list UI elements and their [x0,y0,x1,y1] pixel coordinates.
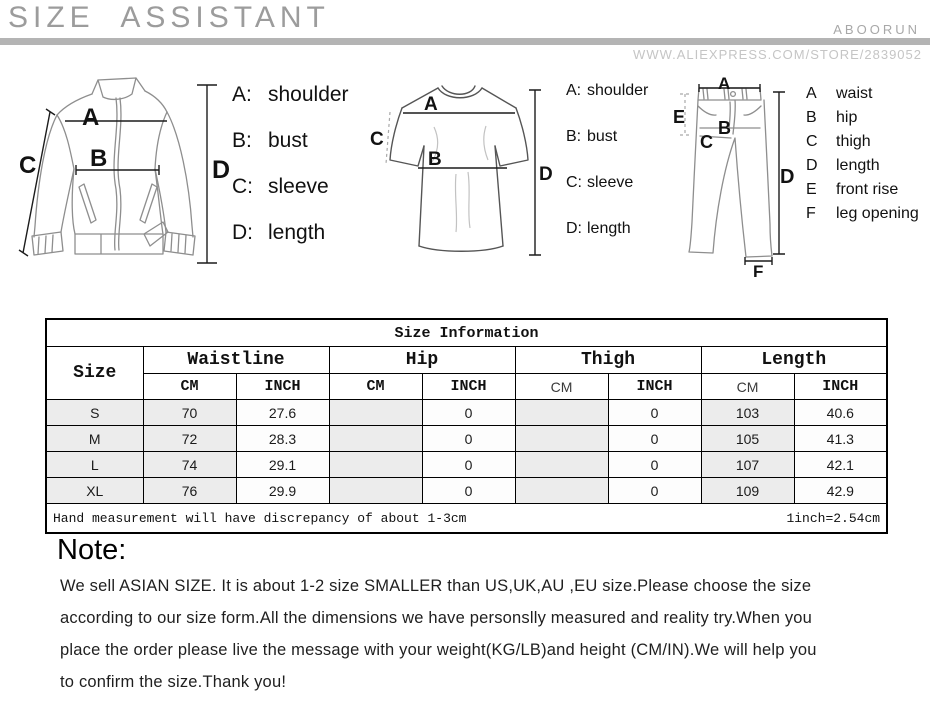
tshirt-legend-item-shoulder [566,82,648,99]
legend-label: hip [836,109,858,126]
tshirt-legend-item-length [566,220,648,237]
unit-header-thigh-cm: CM [515,374,608,400]
pants-legend-item-length [806,157,919,174]
jacket-right-pocket [140,184,157,223]
pants-button [731,92,736,97]
note-line: to confirm the size.Thank you! [60,673,287,691]
legend-key: A: [566,82,582,99]
legend-label: leg opening [836,205,919,222]
footnote-discrepancy: Hand measurement will have discrepancy of about 1-3cm [53,510,467,526]
table-footnote [47,511,886,526]
waist-cm-cell: 76 [143,478,236,504]
column-group-length: Length [701,347,887,374]
jacket-legend-item-shoulder [232,84,349,106]
legend-label: sleeve [587,174,634,191]
pants-legend-item-hip [806,109,919,126]
pants-label-d: D [780,166,795,188]
jacket-left-cuff [32,232,63,255]
jacket-label-b: B [90,145,108,172]
table-row-s [46,400,887,426]
note-title: Note: [57,534,127,566]
length-cm-cell: 105 [701,426,794,452]
thigh-inch-cell: 0 [608,426,701,452]
tshirt-legend-item-bust [566,128,648,145]
unit-header-hip-cm: CM [329,374,422,400]
length-inch-cell: 42.9 [794,478,887,504]
jacket-left-pocket [79,184,96,223]
length-inch-cell: 42.1 [794,452,887,478]
column-group-waistline: Waistline [143,347,329,374]
column-header-size: Size [46,347,143,400]
legend-key: D: [566,220,582,237]
page-title: SIZE ASSISTANT [8,1,330,34]
jacket-right-cuff [164,232,195,255]
waist-cm-cell: 74 [143,452,236,478]
tshirt-sleeves [390,108,528,166]
unit-header-hip-inch: INCH [422,374,515,400]
pants-legend-item-leg-opening [806,205,919,222]
tshirt-sleeve-measure-line [386,112,390,164]
waist-inch-cell: 27.6 [236,400,329,426]
legend-key: C: [232,175,253,198]
pants-illustration [672,72,808,284]
waist-inch-cell: 28.3 [236,426,329,452]
waist-cm-cell: 70 [143,400,236,426]
size-cell: M [46,426,143,452]
legend-key: A: [232,83,252,106]
jacket-legend [232,84,349,244]
jacket-label-d: D [212,156,231,184]
legend-key: F [806,205,816,222]
legend-label: waist [836,85,873,102]
tshirt-illustration [364,72,556,276]
note-line: We sell ASIAN SIZE. It is about 1-2 size SMALLER than US,UK,AU ,EU size.Please choose the size [60,577,812,595]
pants-legend-item-front-rise [806,181,919,198]
header-divider-bar [0,38,930,45]
thigh-inch-cell: 0 [608,400,701,426]
thigh-cm-cell [515,452,608,478]
pants-legend [806,85,919,222]
legend-key: A [806,85,817,102]
legend-label: shoulder [268,83,349,106]
waist-cm-cell: 72 [143,426,236,452]
unit-header-thigh-inch: INCH [608,374,701,400]
column-group-thigh: Thigh [515,347,701,374]
unit-header-waist-inch: INCH [236,374,329,400]
jacket-illustration [6,74,231,270]
tshirt-label-a: A [424,94,438,115]
legend-key: D: [232,221,253,244]
waist-inch-cell: 29.9 [236,478,329,504]
hip-inch-cell: 0 [422,400,515,426]
thigh-cm-cell [515,426,608,452]
size-information-table [45,318,888,534]
length-cm-cell: 103 [701,400,794,426]
legend-label: sleeve [268,175,329,198]
waist-inch-cell: 29.1 [236,452,329,478]
thigh-inch-cell: 0 [608,478,701,504]
table-title: Size Information [46,319,887,347]
legend-label: length [268,221,326,244]
thigh-cm-cell [515,400,608,426]
pants-label-a: A [718,74,731,93]
tshirt-legend-item-sleeve [566,174,648,191]
pants-legend-item-waist [806,85,919,102]
pants-label-e: E [673,107,686,127]
jacket-legend-item-length [232,222,349,244]
legend-key: B: [232,129,252,152]
note-line: according to our size form.All the dimensions we have personslly measured and reality try.When you [60,609,813,627]
thigh-inch-cell: 0 [608,452,701,478]
store-url: WWW.ALIEXPRESS.COM/STORE/2839052 [633,47,922,62]
length-cm-cell: 107 [701,452,794,478]
pants-label-b: B [718,118,731,138]
legend-key: B: [566,128,582,145]
pants-legend-item-thigh [806,133,919,150]
tshirt-label-c: C [370,129,384,150]
hip-inch-cell: 0 [422,426,515,452]
jacket-label-c: C [19,152,37,179]
legend-label: bust [587,128,618,145]
table-row-m [46,426,887,452]
legend-label: length [836,157,880,174]
unit-header-length-inch: INCH [794,374,887,400]
legend-label: shoulder [587,82,649,99]
jacket-legend-item-sleeve [232,176,349,198]
hip-cm-cell [329,400,422,426]
legend-label: front rise [836,181,899,198]
legend-key: E [806,181,817,198]
tshirt-label-d: D [539,164,553,185]
length-inch-cell: 40.6 [794,400,887,426]
unit-header-length-cm: CM [701,374,794,400]
brand-name: ABOORUN [833,22,920,37]
note-text [60,570,900,698]
hip-cm-cell [329,452,422,478]
size-cell: S [46,400,143,426]
jacket-legend-item-bust [232,130,349,152]
hip-cm-cell [329,426,422,452]
unit-header-waist-cm: CM [143,374,236,400]
table-row-xl [46,478,887,504]
legend-label: length [587,220,631,237]
note-line: place the order please live the message with your weight(KG/LB)and height (CM/IN).We will help you [60,641,817,659]
thigh-cm-cell [515,478,608,504]
size-cell: XL [46,478,143,504]
legend-key: C [806,133,818,150]
hip-cm-cell [329,478,422,504]
jacket-label-a: A [82,104,100,131]
length-inch-cell: 41.3 [794,426,887,452]
legend-key: C: [566,174,582,191]
pants-label-c: C [700,132,713,152]
column-group-hip: Hip [329,347,515,374]
legend-label: thigh [836,133,871,150]
legend-key: D [806,157,818,174]
legend-label: bust [268,129,308,152]
footnote-conversion: 1inch=2.54cm [786,510,881,526]
tshirt-label-b: B [428,149,442,170]
legend-key: B [806,109,817,126]
hip-inch-cell: 0 [422,478,515,504]
tshirt-hem [419,246,503,251]
pants-label-f: F [753,262,764,281]
hip-inch-cell: 0 [422,452,515,478]
table-row-l [46,452,887,478]
length-cm-cell: 109 [701,478,794,504]
tshirt-legend [566,82,648,237]
size-cell: L [46,452,143,478]
